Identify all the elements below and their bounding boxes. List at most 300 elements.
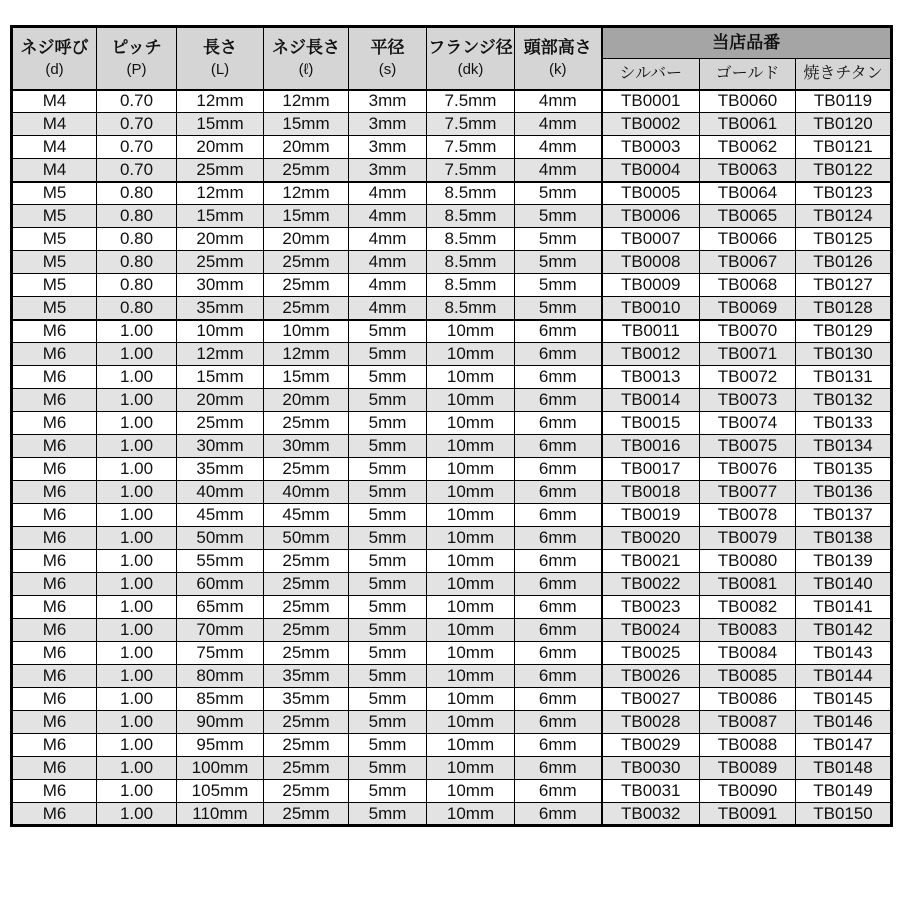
cell: M6 bbox=[12, 688, 97, 711]
cell: TB0032 bbox=[602, 803, 700, 826]
cell: 6mm bbox=[515, 757, 602, 780]
cell: M5 bbox=[12, 274, 97, 297]
cell: 6mm bbox=[515, 642, 602, 665]
cell: 0.80 bbox=[97, 297, 177, 320]
cell: 1.00 bbox=[97, 619, 177, 642]
table-row bbox=[12, 780, 892, 803]
cell: 5mm bbox=[349, 435, 427, 458]
table-row bbox=[12, 665, 892, 688]
cell: 8.5mm bbox=[427, 297, 515, 320]
header-sub-label: (P) bbox=[126, 61, 147, 78]
cell: 1.00 bbox=[97, 757, 177, 780]
header-label: ネジ呼び bbox=[20, 37, 89, 57]
cell: TB0146 bbox=[796, 711, 892, 734]
cell: 1.00 bbox=[97, 412, 177, 435]
cell: 65mm bbox=[177, 596, 264, 619]
cell: 10mm bbox=[427, 573, 515, 596]
cell: 6mm bbox=[515, 688, 602, 711]
cell: 10mm bbox=[427, 366, 515, 389]
table-row bbox=[12, 297, 892, 320]
cell: TB0081 bbox=[700, 573, 796, 596]
cell: 1.00 bbox=[97, 504, 177, 527]
cell: TB0119 bbox=[796, 90, 892, 113]
cell: TB0065 bbox=[700, 205, 796, 228]
cell: TB0084 bbox=[700, 642, 796, 665]
cell: M6 bbox=[12, 573, 97, 596]
cell: 5mm bbox=[349, 343, 427, 366]
header-pitch bbox=[97, 27, 177, 90]
cell: M6 bbox=[12, 458, 97, 481]
cell: TB0061 bbox=[700, 113, 796, 136]
cell: 50mm bbox=[177, 527, 264, 550]
cell: TB0029 bbox=[602, 734, 700, 757]
cell: TB0091 bbox=[700, 803, 796, 826]
cell: 1.00 bbox=[97, 435, 177, 458]
table-row bbox=[12, 504, 892, 527]
header-sub-label: (ℓ) bbox=[298, 61, 314, 78]
cell: TB0078 bbox=[700, 504, 796, 527]
cell: 10mm bbox=[427, 803, 515, 826]
cell: TB0090 bbox=[700, 780, 796, 803]
cell: 6mm bbox=[515, 596, 602, 619]
cell: 25mm bbox=[177, 412, 264, 435]
cell: 25mm bbox=[264, 274, 349, 297]
cell: 6mm bbox=[515, 366, 602, 389]
cell: 25mm bbox=[264, 734, 349, 757]
cell: 5mm bbox=[349, 412, 427, 435]
cell: 5mm bbox=[515, 297, 602, 320]
cell: 1.00 bbox=[97, 573, 177, 596]
cell: 1.00 bbox=[97, 527, 177, 550]
cell: 60mm bbox=[177, 573, 264, 596]
cell: 5mm bbox=[349, 642, 427, 665]
cell: TB0026 bbox=[602, 665, 700, 688]
table-row bbox=[12, 481, 892, 504]
cell: TB0131 bbox=[796, 366, 892, 389]
cell: 10mm bbox=[427, 642, 515, 665]
cell: 6mm bbox=[515, 320, 602, 343]
cell: TB0141 bbox=[796, 596, 892, 619]
cell: 10mm bbox=[427, 412, 515, 435]
cell: 55mm bbox=[177, 550, 264, 573]
cell: TB0079 bbox=[700, 527, 796, 550]
cell: 15mm bbox=[177, 366, 264, 389]
cell: 10mm bbox=[427, 596, 515, 619]
cell: 6mm bbox=[515, 343, 602, 366]
cell: 0.70 bbox=[97, 136, 177, 159]
table-row bbox=[12, 274, 892, 297]
cell: 1.00 bbox=[97, 642, 177, 665]
cell: 8.5mm bbox=[427, 228, 515, 251]
cell: 30mm bbox=[177, 435, 264, 458]
header-label: ネジ長さ bbox=[272, 37, 340, 57]
cell: 6mm bbox=[515, 619, 602, 642]
cell: TB0088 bbox=[700, 734, 796, 757]
cell: 0.80 bbox=[97, 182, 177, 205]
cell: 35mm bbox=[264, 665, 349, 688]
cell: TB0063 bbox=[700, 159, 796, 182]
cell: 25mm bbox=[264, 251, 349, 274]
table-row bbox=[12, 343, 892, 366]
cell: TB0022 bbox=[602, 573, 700, 596]
header-label: 頭部高さ bbox=[523, 37, 592, 57]
cell: M6 bbox=[12, 527, 97, 550]
cell: TB0008 bbox=[602, 251, 700, 274]
screw-spec-table bbox=[10, 25, 893, 827]
cell: TB0125 bbox=[796, 228, 892, 251]
cell: TB0085 bbox=[700, 665, 796, 688]
cell: 10mm bbox=[427, 619, 515, 642]
cell: 5mm bbox=[349, 596, 427, 619]
cell: M6 bbox=[12, 711, 97, 734]
cell: TB0027 bbox=[602, 688, 700, 711]
cell: M6 bbox=[12, 619, 97, 642]
cell: TB0012 bbox=[602, 343, 700, 366]
cell: 1.00 bbox=[97, 688, 177, 711]
cell: M6 bbox=[12, 596, 97, 619]
cell: 25mm bbox=[264, 458, 349, 481]
cell: 25mm bbox=[177, 251, 264, 274]
cell: 40mm bbox=[264, 481, 349, 504]
cell: 12mm bbox=[177, 90, 264, 113]
cell: 1.00 bbox=[97, 665, 177, 688]
cell: 30mm bbox=[264, 435, 349, 458]
cell: TB0077 bbox=[700, 481, 796, 504]
cell: TB0147 bbox=[796, 734, 892, 757]
cell: 30mm bbox=[177, 274, 264, 297]
cell: 90mm bbox=[177, 711, 264, 734]
cell: 1.00 bbox=[97, 366, 177, 389]
cell: 10mm bbox=[427, 504, 515, 527]
cell: M5 bbox=[12, 205, 97, 228]
cell: 10mm bbox=[427, 734, 515, 757]
cell: TB0145 bbox=[796, 688, 892, 711]
cell: M6 bbox=[12, 366, 97, 389]
cell: TB0072 bbox=[700, 366, 796, 389]
cell: M6 bbox=[12, 757, 97, 780]
header-sub-label: (s) bbox=[378, 61, 397, 78]
cell: TB0130 bbox=[796, 343, 892, 366]
cell: 20mm bbox=[264, 389, 349, 412]
cell: 12mm bbox=[177, 182, 264, 205]
cell: 5mm bbox=[349, 757, 427, 780]
cell: 4mm bbox=[349, 228, 427, 251]
cell: 4mm bbox=[349, 205, 427, 228]
cell: TB0139 bbox=[796, 550, 892, 573]
cell: 15mm bbox=[177, 113, 264, 136]
cell: 45mm bbox=[264, 504, 349, 527]
cell: 95mm bbox=[177, 734, 264, 757]
header-flat-diameter bbox=[349, 27, 427, 90]
cell: 1.00 bbox=[97, 389, 177, 412]
cell: TB0143 bbox=[796, 642, 892, 665]
cell: TB0068 bbox=[700, 274, 796, 297]
cell: 4mm bbox=[349, 274, 427, 297]
cell: TB0149 bbox=[796, 780, 892, 803]
cell: 10mm bbox=[177, 320, 264, 343]
cell: 75mm bbox=[177, 642, 264, 665]
cell: 6mm bbox=[515, 389, 602, 412]
table-row bbox=[12, 366, 892, 389]
table-row bbox=[12, 734, 892, 757]
cell: TB0013 bbox=[602, 366, 700, 389]
cell: 12mm bbox=[264, 182, 349, 205]
cell: 3mm bbox=[349, 159, 427, 182]
cell: 40mm bbox=[177, 481, 264, 504]
cell: TB0075 bbox=[700, 435, 796, 458]
cell: 4mm bbox=[349, 182, 427, 205]
cell: TB0135 bbox=[796, 458, 892, 481]
cell: M4 bbox=[12, 159, 97, 182]
cell: 20mm bbox=[177, 228, 264, 251]
cell: TB0134 bbox=[796, 435, 892, 458]
cell: 10mm bbox=[264, 320, 349, 343]
header-label: フランジ径 bbox=[428, 37, 513, 57]
cell: 10mm bbox=[427, 550, 515, 573]
header-product-number-group: 当店品番 bbox=[602, 27, 892, 59]
cell: 12mm bbox=[177, 343, 264, 366]
cell: M6 bbox=[12, 320, 97, 343]
cell: 5mm bbox=[349, 734, 427, 757]
cell: TB0009 bbox=[602, 274, 700, 297]
cell: 20mm bbox=[177, 389, 264, 412]
cell: TB0070 bbox=[700, 320, 796, 343]
cell: 45mm bbox=[177, 504, 264, 527]
cell: M6 bbox=[12, 734, 97, 757]
cell: TB0069 bbox=[700, 297, 796, 320]
cell: 10mm bbox=[427, 435, 515, 458]
cell: 110mm bbox=[177, 803, 264, 826]
cell: TB0129 bbox=[796, 320, 892, 343]
table-row bbox=[12, 527, 892, 550]
cell: TB0016 bbox=[602, 435, 700, 458]
table-row bbox=[12, 113, 892, 136]
table-row bbox=[12, 389, 892, 412]
cell: 25mm bbox=[264, 619, 349, 642]
header-sub-label: (dk) bbox=[457, 61, 484, 78]
cell: 85mm bbox=[177, 688, 264, 711]
cell: 5mm bbox=[349, 803, 427, 826]
table-row bbox=[12, 550, 892, 573]
cell: TB0002 bbox=[602, 113, 700, 136]
table-row bbox=[12, 458, 892, 481]
cell: 25mm bbox=[264, 780, 349, 803]
header-screw-size bbox=[12, 27, 97, 90]
cell: M6 bbox=[12, 389, 97, 412]
cell: 5mm bbox=[349, 481, 427, 504]
cell: 25mm bbox=[264, 803, 349, 826]
cell: 8.5mm bbox=[427, 182, 515, 205]
cell: 7.5mm bbox=[427, 159, 515, 182]
cell: 0.70 bbox=[97, 113, 177, 136]
table-row bbox=[12, 803, 892, 826]
cell: TB0064 bbox=[700, 182, 796, 205]
cell: 12mm bbox=[264, 343, 349, 366]
cell: TB0126 bbox=[796, 251, 892, 274]
cell: 12mm bbox=[264, 90, 349, 113]
table-row bbox=[12, 757, 892, 780]
cell: TB0122 bbox=[796, 159, 892, 182]
header-label: ピッチ bbox=[111, 37, 162, 57]
header-burnt-titanium: 焼きチタン bbox=[796, 59, 892, 90]
cell: TB0124 bbox=[796, 205, 892, 228]
cell: 1.00 bbox=[97, 320, 177, 343]
cell: 3mm bbox=[349, 90, 427, 113]
cell: 4mm bbox=[349, 297, 427, 320]
cell: 5mm bbox=[515, 182, 602, 205]
cell: TB0060 bbox=[700, 90, 796, 113]
cell: TB0003 bbox=[602, 136, 700, 159]
cell: TB0030 bbox=[602, 757, 700, 780]
cell: TB0067 bbox=[700, 251, 796, 274]
table-row bbox=[12, 573, 892, 596]
cell: 5mm bbox=[349, 366, 427, 389]
cell: 25mm bbox=[177, 159, 264, 182]
cell: 0.80 bbox=[97, 205, 177, 228]
cell: TB0031 bbox=[602, 780, 700, 803]
cell: 5mm bbox=[515, 205, 602, 228]
header-sub-label: (d) bbox=[45, 61, 64, 78]
cell: M6 bbox=[12, 642, 97, 665]
cell: 25mm bbox=[264, 711, 349, 734]
cell: TB0120 bbox=[796, 113, 892, 136]
cell: 0.80 bbox=[97, 274, 177, 297]
cell: 10mm bbox=[427, 665, 515, 688]
cell: TB0086 bbox=[700, 688, 796, 711]
cell: TB0137 bbox=[796, 504, 892, 527]
cell: M6 bbox=[12, 504, 97, 527]
cell: TB0017 bbox=[602, 458, 700, 481]
cell: TB0133 bbox=[796, 412, 892, 435]
cell: 6mm bbox=[515, 550, 602, 573]
cell: TB0138 bbox=[796, 527, 892, 550]
table-row bbox=[12, 228, 892, 251]
cell: 1.00 bbox=[97, 780, 177, 803]
cell: 105mm bbox=[177, 780, 264, 803]
cell: 1.00 bbox=[97, 481, 177, 504]
cell: 6mm bbox=[515, 481, 602, 504]
cell: 5mm bbox=[349, 665, 427, 688]
cell: 5mm bbox=[349, 688, 427, 711]
cell: 5mm bbox=[349, 550, 427, 573]
cell: 5mm bbox=[349, 389, 427, 412]
cell: TB0015 bbox=[602, 412, 700, 435]
cell: 10mm bbox=[427, 343, 515, 366]
cell: 10mm bbox=[427, 481, 515, 504]
cell: M5 bbox=[12, 228, 97, 251]
table-row bbox=[12, 320, 892, 343]
table-header bbox=[12, 27, 892, 90]
table-row bbox=[12, 642, 892, 665]
cell: 20mm bbox=[264, 228, 349, 251]
cell: 5mm bbox=[349, 619, 427, 642]
cell: TB0011 bbox=[602, 320, 700, 343]
cell: 25mm bbox=[264, 573, 349, 596]
cell: TB0005 bbox=[602, 182, 700, 205]
cell: 0.70 bbox=[97, 90, 177, 113]
cell: TB0148 bbox=[796, 757, 892, 780]
cell: M6 bbox=[12, 803, 97, 826]
cell: 8.5mm bbox=[427, 274, 515, 297]
table-row bbox=[12, 90, 892, 113]
cell: TB0087 bbox=[700, 711, 796, 734]
cell: TB0080 bbox=[700, 550, 796, 573]
cell: 10mm bbox=[427, 389, 515, 412]
cell: 0.80 bbox=[97, 228, 177, 251]
cell: 80mm bbox=[177, 665, 264, 688]
cell: M4 bbox=[12, 136, 97, 159]
cell: 10mm bbox=[427, 527, 515, 550]
cell: 7.5mm bbox=[427, 136, 515, 159]
cell: TB0083 bbox=[700, 619, 796, 642]
cell: 15mm bbox=[264, 113, 349, 136]
cell: 6mm bbox=[515, 803, 602, 826]
cell: 35mm bbox=[177, 458, 264, 481]
table-row bbox=[12, 205, 892, 228]
cell: TB0082 bbox=[700, 596, 796, 619]
cell: M4 bbox=[12, 113, 97, 136]
cell: 6mm bbox=[515, 458, 602, 481]
cell: M6 bbox=[12, 550, 97, 573]
cell: 6mm bbox=[515, 711, 602, 734]
cell: TB0076 bbox=[700, 458, 796, 481]
cell: 6mm bbox=[515, 734, 602, 757]
cell: TB0140 bbox=[796, 573, 892, 596]
cell: 8.5mm bbox=[427, 205, 515, 228]
cell: TB0066 bbox=[700, 228, 796, 251]
cell: 20mm bbox=[177, 136, 264, 159]
cell: 25mm bbox=[264, 757, 349, 780]
cell: 1.00 bbox=[97, 734, 177, 757]
cell: 20mm bbox=[264, 136, 349, 159]
cell: TB0025 bbox=[602, 642, 700, 665]
cell: 1.00 bbox=[97, 550, 177, 573]
header-flange-diameter bbox=[427, 27, 515, 90]
cell: 100mm bbox=[177, 757, 264, 780]
cell: 3mm bbox=[349, 136, 427, 159]
cell: 5mm bbox=[349, 780, 427, 803]
cell: 5mm bbox=[515, 228, 602, 251]
header-gold: ゴールド bbox=[700, 59, 796, 90]
cell: 1.00 bbox=[97, 596, 177, 619]
cell: 6mm bbox=[515, 527, 602, 550]
cell: TB0074 bbox=[700, 412, 796, 435]
cell: 3mm bbox=[349, 113, 427, 136]
cell: 10mm bbox=[427, 711, 515, 734]
cell: 25mm bbox=[264, 596, 349, 619]
cell: M5 bbox=[12, 297, 97, 320]
cell: TB0089 bbox=[700, 757, 796, 780]
cell: TB0142 bbox=[796, 619, 892, 642]
header-head-height bbox=[515, 27, 602, 90]
cell: TB0132 bbox=[796, 389, 892, 412]
cell: 5mm bbox=[349, 458, 427, 481]
table-row bbox=[12, 136, 892, 159]
header-label: 平径 bbox=[370, 37, 405, 57]
cell: TB0021 bbox=[602, 550, 700, 573]
cell: 6mm bbox=[515, 665, 602, 688]
cell: 15mm bbox=[177, 205, 264, 228]
table-row bbox=[12, 182, 892, 205]
header-sub-label: (k) bbox=[549, 61, 567, 78]
cell: 7.5mm bbox=[427, 113, 515, 136]
table-row bbox=[12, 435, 892, 458]
header-length bbox=[177, 27, 264, 90]
cell: 4mm bbox=[515, 159, 602, 182]
cell: TB0062 bbox=[700, 136, 796, 159]
cell: 5mm bbox=[349, 711, 427, 734]
cell: TB0028 bbox=[602, 711, 700, 734]
